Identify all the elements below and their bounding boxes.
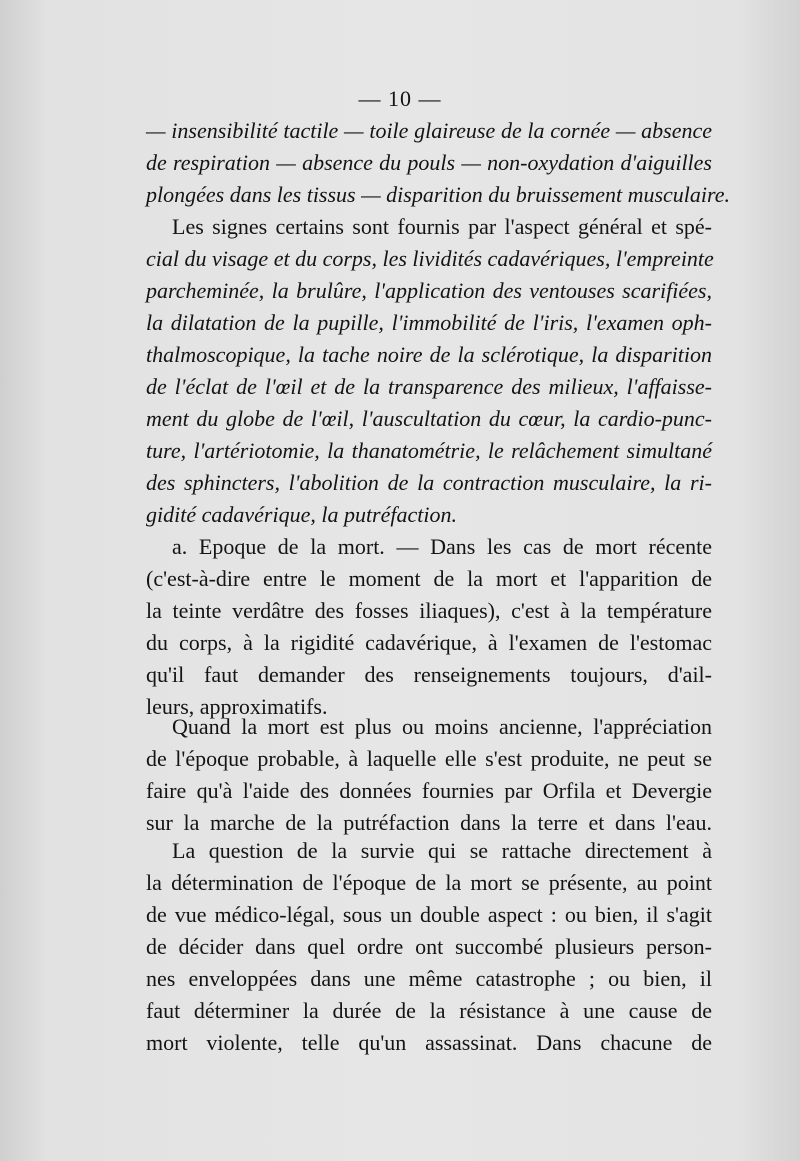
text-line: de décider dans quel ordre ont succombé plusieurs person- bbox=[146, 934, 712, 959]
text-line: cial du visage et du corps, les lividités cadavériques, l'empreinte bbox=[146, 246, 714, 271]
text-line: thalmoscopique, la tache noire de la sclérotique, la disparition bbox=[146, 342, 712, 367]
text-line: du corps, à la rigidité cadavérique, à l'examen de l'estomac bbox=[146, 630, 712, 655]
text-line: de respiration — absence du pouls — non-oxydation d'aiguilles bbox=[146, 150, 712, 175]
text-line: (c'est-à-dire entre le moment de la mort et l'apparition de bbox=[146, 566, 712, 591]
text-line: la dilatation de la pupille, l'immobilité de l'iris, l'examen oph- bbox=[146, 310, 712, 335]
text-line: parcheminée, la brulûre, l'application des ventouses scarifiées, bbox=[146, 278, 712, 303]
text-line: gidité cadavérique, la putréfaction. bbox=[146, 502, 457, 527]
text-line: — insensibilité tactile — toile glaireuse de la cornée — absence bbox=[146, 118, 712, 143]
text-line: faire qu'à l'aide des données fournies par Orfila et Devergie bbox=[146, 778, 712, 803]
text-line: La question de la survie qui se rattache directement à bbox=[172, 838, 712, 863]
text-line: ment du globe de l'œil, l'auscultation du cœur, la cardio-punc- bbox=[146, 406, 712, 431]
section-heading-line: a. Epoque de la mort. — Dans les cas de mort récente bbox=[172, 534, 712, 559]
text-line: Les signes certains sont fournis par l'aspect général et spé- bbox=[172, 214, 712, 239]
text-line: Quand la mort est plus ou moins ancienne, l'appréciation bbox=[172, 714, 712, 739]
text-line: nes enveloppées dans une même catastrophe ; ou bien, il bbox=[146, 966, 712, 991]
text-line: ture, l'artériotomie, la thanatométrie, le relâchement simultané bbox=[146, 438, 712, 463]
text-line: leurs, approximatifs. bbox=[146, 694, 328, 719]
text-line: la détermination de l'époque de la mort se présente, au point bbox=[146, 870, 712, 895]
text-line: de vue médico-légal, sous un double aspect : ou bien, il s'agit bbox=[146, 902, 712, 927]
page-number: — 10 — bbox=[358, 86, 442, 111]
text-line: de l'époque probable, à laquelle elle s'est produite, ne peut se bbox=[146, 746, 712, 771]
text-line: des sphincters, l'abolition de la contraction musculaire, la ri- bbox=[146, 470, 712, 495]
text-line: plongées dans les tissus — disparition du bruissement musculaire. bbox=[146, 182, 731, 207]
text-line: faut déterminer la durée de la résistance à une cause de bbox=[146, 998, 712, 1023]
text-line: qu'il faut demander des renseignements toujours, d'ail- bbox=[146, 662, 712, 687]
text-line: sur la marche de la putréfaction dans la terre et dans l'eau. bbox=[146, 810, 712, 835]
text-line: de l'éclat de l'œil et de la transparence des milieux, l'affaisse- bbox=[146, 374, 712, 399]
text-line: mort violente, telle qu'un assassinat. Dans chacune de bbox=[146, 1030, 712, 1055]
text-line: la teinte verdâtre des fosses iliaques), c'est à la température bbox=[146, 598, 712, 623]
